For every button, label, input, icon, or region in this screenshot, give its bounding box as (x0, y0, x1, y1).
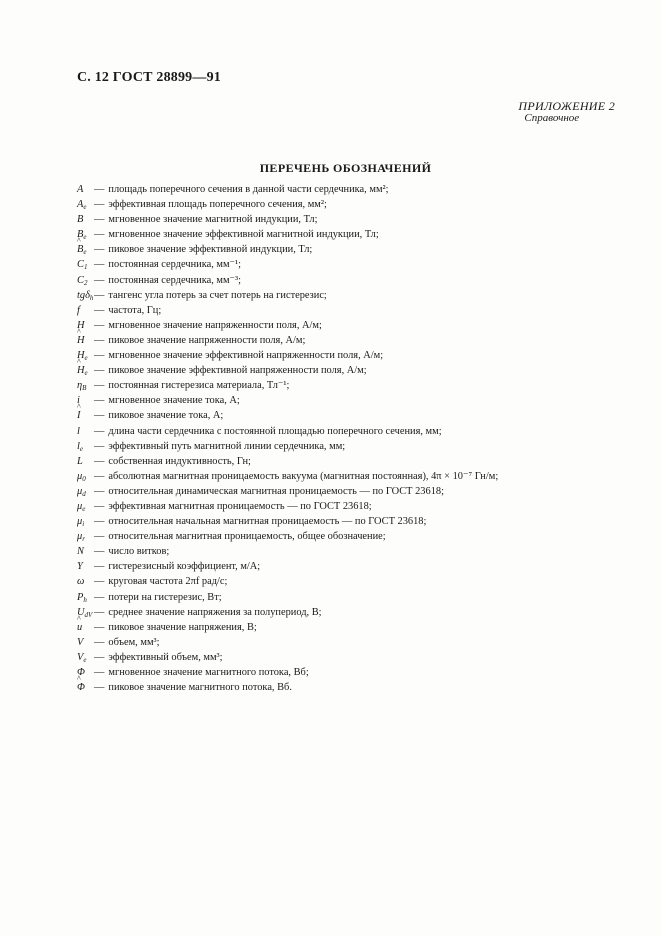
symbol (77, 680, 94, 695)
symbol-letter: ^ Φ (77, 680, 85, 695)
symbol-letter: μ (77, 485, 83, 497)
symbol-description: длина части сердечника с постоянной площадью поперечного сечения, мм; (108, 425, 442, 437)
symbol-description: частота, Гц; (108, 304, 162, 316)
symbol-letter: H (77, 319, 85, 331)
dash: — (94, 244, 105, 256)
symbol-row (77, 197, 637, 212)
symbol-description: эффективный путь магнитной линии сердечника, мм; (108, 440, 346, 452)
symbol-letter: H (77, 350, 85, 362)
symbol-row (77, 242, 637, 257)
symbol-letter: ^ u (77, 620, 82, 635)
symbol (77, 454, 94, 469)
symbol-description: пиковое значение магнитного потока, Вб. (108, 682, 292, 694)
dash: — (94, 184, 105, 195)
symbol-subscript: e (83, 233, 87, 242)
symbol (77, 439, 94, 454)
symbol-row (77, 227, 637, 242)
dash: — (94, 350, 105, 362)
symbol-row (77, 559, 637, 574)
symbol-description: мгновенное значение магнитной индукции, Тл; (108, 214, 318, 226)
symbol-description: эффективная магнитная проницаемость — по ГОСТ 23618; (108, 500, 372, 512)
symbol-description: пиковое значение эффективной напряженности поля, А/м; (108, 365, 367, 377)
appendix-label (518, 99, 615, 124)
symbol-letter: η (77, 380, 83, 392)
symbol-row (77, 182, 637, 197)
symbol-subscript: e (83, 248, 87, 257)
symbol (77, 378, 94, 393)
symbol-subscript: e (82, 504, 86, 513)
symbol (77, 363, 94, 378)
symbol (77, 559, 94, 574)
dash: — (94, 485, 105, 497)
symbol-letter: U (77, 606, 85, 618)
symbol-row (77, 544, 637, 559)
dash: — (94, 395, 105, 407)
symbol-letter: B (77, 214, 84, 226)
symbol-letter: ^ H (77, 333, 85, 348)
symbol (77, 514, 94, 529)
symbol-letter: ^ H (77, 363, 85, 378)
symbol-row (77, 273, 637, 288)
symbol (77, 635, 94, 650)
symbol (77, 469, 94, 484)
symbol-letter: Φ (77, 667, 85, 678)
symbol-letter: B (77, 229, 84, 241)
symbol-row (77, 454, 637, 469)
symbol-row (77, 529, 637, 544)
symbol (77, 242, 94, 257)
symbol-description: площадь поперечного сечения в данной части сердечника, мм²; (108, 184, 389, 195)
dash: — (94, 455, 105, 467)
symbol-row (77, 680, 637, 695)
dash: — (94, 214, 105, 226)
symbol-letter: tgδ (77, 289, 90, 301)
symbol-description: мгновенное значение эффективной напряженности поля, А/м; (108, 350, 384, 362)
symbol (77, 257, 94, 272)
symbol-letter: Y (77, 561, 83, 573)
dash: — (94, 440, 105, 452)
dash: — (94, 380, 105, 392)
symbol-letter: ^ B (77, 242, 83, 257)
symbol-row (77, 469, 637, 484)
symbol-row (77, 333, 637, 348)
symbol-letter: P (77, 591, 84, 603)
symbol-letter: μ (77, 470, 83, 482)
symbol-subscript: e (79, 444, 83, 453)
symbol-row (77, 288, 637, 303)
symbol-row (77, 408, 637, 423)
symbol-description: тангенс угла потерь за счет потерь на гистерезис; (108, 289, 327, 301)
symbol (77, 499, 94, 514)
symbol-letter: μ (77, 531, 83, 543)
dash: — (94, 365, 105, 377)
appendix-title: ПРИЛОЖЕНИЕ 2 (518, 99, 615, 113)
symbol (77, 590, 94, 605)
symbol-description: относительная начальная магнитная проницаемость — по ГОСТ 23618; (108, 516, 427, 528)
symbol-subscript: i (82, 520, 85, 529)
symbol-description: абсолютная магнитная проницаемость вакуума (магнитная постоянная), 4π × 10⁻⁷ Гн/м; (108, 470, 499, 482)
symbol-row (77, 650, 637, 665)
symbol (77, 212, 94, 227)
symbol-description: пиковое значение напряжения, В; (108, 621, 257, 633)
symbol-letter: V (77, 651, 84, 663)
symbol-letter: l (77, 425, 80, 437)
dash: — (94, 334, 105, 346)
symbol-description: мгновенное значение магнитного потока, Вб; (108, 667, 309, 678)
symbol (77, 620, 94, 635)
symbol-letter: L (77, 455, 83, 467)
symbol (77, 544, 94, 559)
symbol-description: пиковое значение напряженности поля, А/м; (108, 334, 306, 346)
symbol-subscript: e (84, 354, 88, 363)
symbol-description: мгновенное значение эффективной магнитной индукции, Тл; (108, 229, 379, 241)
symbol-letter: C (77, 274, 84, 286)
symbol-description: постоянная гистерезиса материала, Тл⁻¹; (108, 380, 290, 392)
symbol-subscript: r (82, 535, 85, 544)
dash: — (94, 289, 105, 301)
symbol-letter: V (77, 636, 84, 648)
symbol-description: гистерезисный коэффициент, м/А; (108, 561, 261, 573)
page-header: С. 12 ГОСТ 28899—91 (77, 70, 221, 85)
symbol (77, 182, 94, 197)
symbol-row (77, 393, 637, 408)
dash: — (94, 561, 105, 573)
symbol-description: число витков; (108, 546, 170, 558)
dash: — (94, 425, 105, 437)
dash: — (94, 199, 105, 211)
symbol (77, 333, 94, 348)
symbol-row (77, 318, 637, 333)
dash: — (94, 636, 105, 648)
symbol (77, 484, 94, 499)
dash: — (94, 651, 105, 663)
symbol (77, 273, 94, 288)
symbol-description: постоянная сердечника, мм⁻³; (108, 274, 242, 286)
symbol-row (77, 635, 637, 650)
symbol-letter: f (77, 304, 80, 316)
symbol (77, 424, 94, 439)
symbol (77, 574, 94, 589)
dash: — (94, 516, 105, 528)
symbol-row (77, 212, 637, 227)
symbol-row (77, 590, 637, 605)
symbol-description: мгновенное значение тока, А; (108, 395, 240, 407)
symbol-row (77, 514, 637, 529)
symbol-subscript: 2 (83, 278, 88, 287)
symbol-description: среднее значение напряжения за полупериод, В; (108, 606, 322, 618)
dash: — (94, 682, 105, 694)
symbol-description: пиковое значение тока, А; (108, 410, 224, 422)
symbol-description: потери на гистерезис, Вт; (108, 591, 222, 603)
symbol-row (77, 303, 637, 318)
symbol-letter: ^ I (77, 408, 80, 423)
symbol-letter: A (77, 199, 84, 211)
symbol-description: относительная динамическая магнитная проницаемость — по ГОСТ 23618; (108, 485, 444, 497)
dash: — (94, 546, 105, 558)
symbol-row (77, 363, 637, 378)
symbol-subscript: e (84, 369, 88, 378)
symbol-description: постоянная сердечника, мм⁻¹; (108, 259, 242, 271)
symbol-subscript: h (89, 293, 94, 302)
symbol-letter: l (77, 440, 80, 452)
dash: — (94, 259, 105, 271)
symbol-description: эффективный объем, мм³; (108, 651, 223, 663)
symbol-description: относительная магнитная проницаемость, общее обозначение; (108, 531, 386, 543)
dash: — (94, 470, 105, 482)
symbol-letter: i (77, 395, 80, 407)
symbol-letter: N (77, 546, 84, 558)
symbol-row (77, 605, 637, 620)
symbol-subscript: 0 (82, 474, 86, 483)
symbol-row (77, 439, 637, 454)
dash: — (94, 304, 105, 316)
symbol-description: объем, мм³; (108, 636, 160, 648)
symbol (77, 529, 94, 544)
symbol-description: мгновенное значение напряженности поля, А/м; (108, 319, 322, 331)
symbol-description: эффективная площадь поперечного сечения, мм²; (108, 199, 327, 211)
symbol-row (77, 348, 637, 363)
dash: — (94, 410, 105, 422)
dash: — (94, 274, 105, 286)
symbol-description: собственная индуктивность, Гн; (108, 455, 251, 467)
dash: — (94, 621, 105, 633)
dash: — (94, 606, 105, 618)
symbol-letter: μ (77, 500, 83, 512)
dash: — (94, 229, 105, 241)
symbol-row (77, 620, 637, 635)
symbol-letter: μ (77, 516, 83, 528)
dash: — (94, 531, 105, 543)
symbol-list (77, 182, 637, 695)
symbol-row (77, 665, 637, 680)
symbol-letter: ω (77, 576, 85, 588)
symbol-row (77, 484, 637, 499)
symbol-subscript: d (82, 489, 86, 498)
symbol-subscript: 1 (83, 263, 88, 272)
symbol (77, 303, 94, 318)
symbol (77, 288, 94, 303)
symbol-row (77, 574, 637, 589)
symbol-row (77, 499, 637, 514)
symbol-letter: A (77, 184, 84, 195)
dash: — (94, 319, 105, 331)
appendix-subtitle: Справочное (524, 112, 580, 124)
symbol (77, 408, 94, 423)
symbol-description: круговая частота 2πf рад/с; (108, 576, 228, 588)
symbol-letter: C (77, 259, 84, 271)
dash: — (94, 591, 105, 603)
symbol-description: пиковое значение эффективной индукции, Тл; (108, 244, 313, 256)
dash: — (94, 500, 105, 512)
dash: — (94, 576, 105, 588)
dash: — (94, 667, 105, 678)
symbol-row (77, 257, 637, 272)
symbol-row (77, 424, 637, 439)
symbol-subscript: B (82, 384, 87, 393)
symbol-subscript: h (83, 595, 87, 604)
symbol-subscript: e (83, 203, 87, 212)
symbol-row (77, 378, 637, 393)
symbol-subscript: e (83, 655, 87, 664)
section-title: ПЕРЕЧЕНЬ ОБОЗНАЧЕНИЙ (259, 161, 432, 175)
symbol (77, 650, 94, 665)
symbol (77, 197, 94, 212)
symbol-subscript: dV (84, 610, 93, 619)
